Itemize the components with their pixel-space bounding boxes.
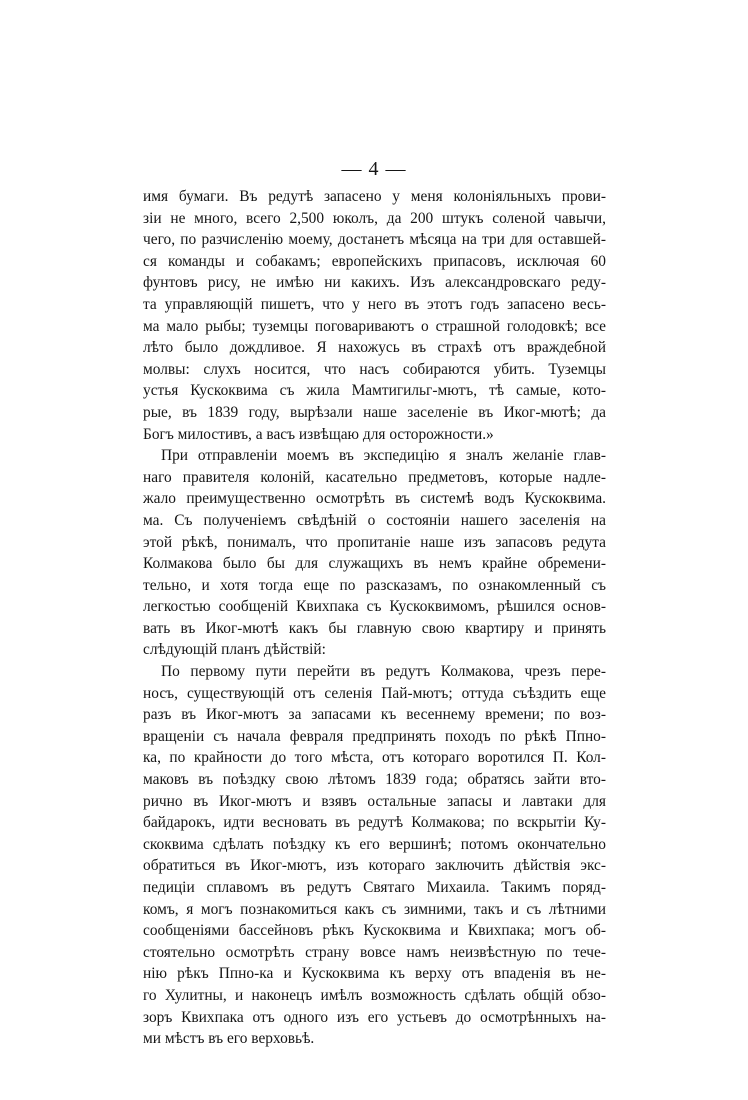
text-line: носъ, существующій отъ селенія Пай-мютъ; оттуда съѣздить еще [143,684,606,702]
text-line: устья Кускоквима съ жила Мамтигильг-мютъ, тѣ самые, кото- [143,382,606,400]
text-line: легкостью сообщеній Квихпака съ Кускоквимомъ, рѣшился основ- [143,598,606,616]
text-line: фунтовъ рису, не имѣю ни какихъ. Изъ александровскаго реду- [143,274,606,292]
text-line: зіи не много, всего 2,500 юколъ, да 200 штукъ соленой чавычи, [143,209,606,227]
body-text [143,186,606,1050]
text-line: жало преимущественно осмотрѣть въ системѣ водъ Кускоквима. [143,490,606,508]
paragraph-2 [143,445,606,661]
text-line: стоятельно осмотрѣть страну вовсе намъ неизвѣстную по тече- [143,943,606,961]
text-line: ми мѣстъ въ его верховьѣ. [143,1030,315,1048]
text-line: обратиться въ Иког-мютъ, изъ котораго заключить дѣйствія экс- [143,857,606,875]
text-line: По первому пути перейти въ редутъ Колмакова, чрезъ пере- [161,663,606,681]
text-line: сообщеніями бассейновъ рѣкъ Кускоквима и Квихпака; могъ об- [143,922,606,940]
text-line: вать въ Иког-мютѣ какъ бы главную свою квартиру и принять [143,619,606,637]
text-line: та управляющій пишетъ, что у него въ этотъ годъ запасено весь- [143,295,606,313]
text-line: этой рѣкѣ, понималъ, что пропитаніе наше изъ запасовъ редута [143,533,606,551]
text-line: наго правителя колоній, касательно предметовъ, которые надле- [143,468,606,486]
text-line: рые, въ 1839 году, вырѣзали наше заселеніе въ Иког-мютѣ; да [143,403,606,421]
text-line: педиціи сплавомъ въ редутъ Святаго Михаила. Такимъ поряд- [143,879,606,896]
text-line: имя бумаги. Въ редутѣ запасено у меня колоніяльныхъ прови- [143,188,606,205]
text-line: вращеніи съ начала февраля предпринять походъ по рѣкѣ Ппно- [143,727,606,745]
text-line: Колмакова было бы для служащихъ въ немъ крайне обремени- [143,555,606,573]
text-line: молвы: слухъ носится, что насъ собираются убить. Туземцы [143,360,606,378]
text-line: чего, по разчисленію моему, достанетъ мѣсяца на три для оставшей- [143,231,606,249]
text-line: байдарокъ, идти весновать въ редутѣ Колмакова; по вскрытіи Ку- [143,814,606,832]
text-line: лѣто было дождливое. Я нахожусь въ страхѣ отъ враждебной [143,339,606,357]
text-line: комъ, я могъ познакомиться какъ съ зимними, такъ и съ лѣтними [143,900,606,918]
text-line: маковъ въ поѣздку свою лѣтомъ 1839 года; обратясь зайти вто- [143,771,606,789]
text-line: го Хулитны, и наконецъ имѣлъ возможность сдѣлать общій обзо- [143,986,606,1004]
text-line: ка, по крайности до того мѣста, отъ котораго воротился П. Кол- [143,749,606,767]
text-line: При отправленіи моемъ въ экспедицію я зналъ желаніе глав- [161,447,606,465]
text-line: скоквима сдѣлать поѣздку къ его вершинѣ; потомъ окончательно [143,835,606,853]
text-line: слѣдующій планъ дѣйствій: [143,641,326,659]
text-line: ма мало рыбы; туземцы поговариваютъ о страшной голодовкѣ; все [143,317,606,335]
text-line: разъ въ Иког-мютъ за запасами къ весеннему времени; по воз- [143,706,606,724]
paragraph-1 [143,186,606,445]
text-line: тельно, и хотя тогда еще по разсказамъ, по ознакомленный съ [143,576,606,594]
text-line: нію рѣкъ Ппно-ка и Кускоквима къ верху отъ впаденія въ не- [143,965,606,983]
page-number: — 4 — [341,158,407,180]
paragraph-3 [143,661,606,1050]
text-line: зоръ Квихпака отъ одного изъ его устьевъ до осмотрѣнныхъ на- [143,1008,606,1026]
text-line: ма. Съ полученіемъ свѣдѣній о состояніи нашего заселенія на [143,511,606,529]
text-line: Богъ милостивъ, а васъ извѣщаю для осторожности.» [143,425,494,443]
text-line: рично въ Иког-мютъ и взявъ остальные запасы и лавтаки для [143,792,606,810]
text-line: ся команды и собакамъ; европейскихъ припасовъ, исключая 60 [143,252,606,270]
